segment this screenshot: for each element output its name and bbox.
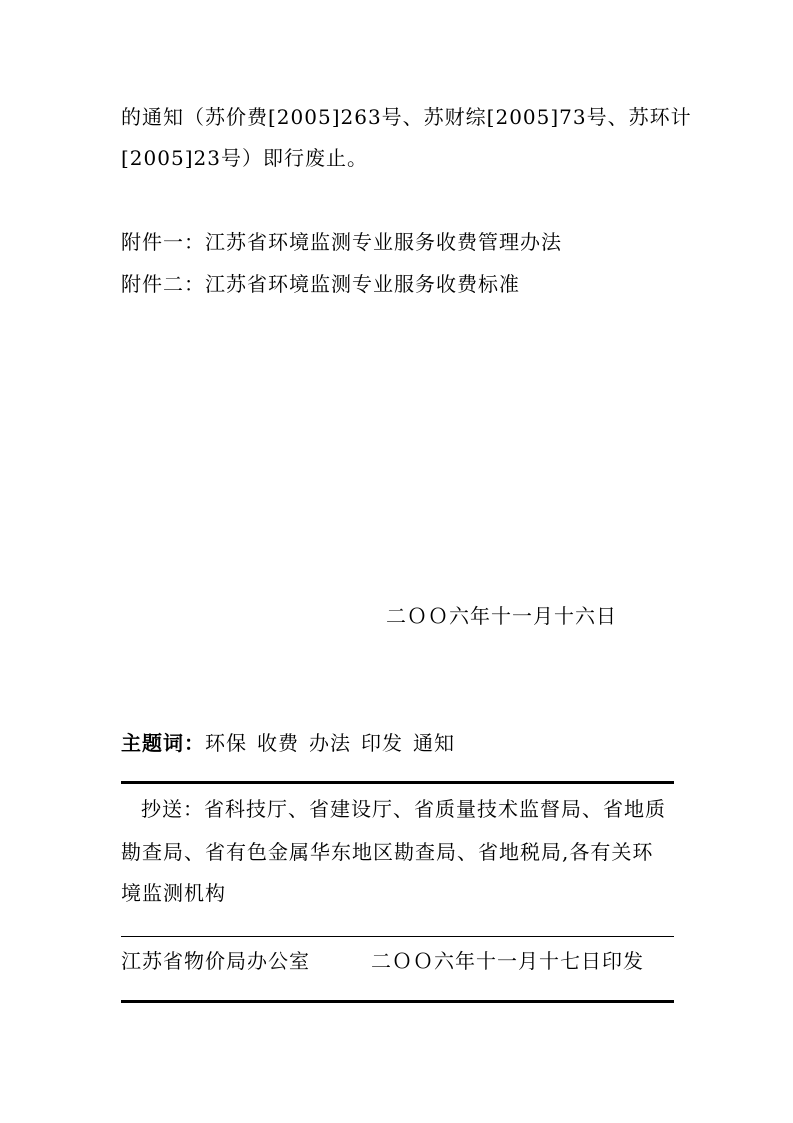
cc-line-1: 抄送：省科技厅、省建设厅、省质量技术监督局、省地质 bbox=[141, 797, 666, 821]
divider-thick-top bbox=[121, 781, 674, 784]
body-text-line-2: [2005]23号）即行废止。 bbox=[121, 146, 368, 170]
signing-date: 二ＯＯ六年十一月十六日 bbox=[386, 604, 617, 628]
cc-line-3: 境监测机构 bbox=[121, 881, 226, 905]
issuer: 江苏省物价局办公室 bbox=[121, 949, 310, 973]
keyword: 环保 bbox=[205, 731, 247, 755]
keyword: 收费 bbox=[257, 731, 299, 755]
cc-line-2: 勘查局、省有色金属华东地区勘查局、省地税局,各有关环 bbox=[121, 840, 654, 864]
divider-thick-bottom bbox=[121, 1000, 674, 1003]
divider-thin bbox=[121, 936, 674, 937]
issue-date: 二ＯＯ六年十一月十七日印发 bbox=[371, 949, 644, 973]
keywords-label: 主题词： bbox=[121, 731, 205, 755]
keyword: 通知 bbox=[413, 731, 455, 755]
keywords bbox=[121, 729, 455, 757]
attachment-2: 附件二：江苏省环境监测专业服务收费标准 bbox=[121, 272, 520, 296]
keyword: 办法 bbox=[309, 731, 351, 755]
attachment-1: 附件一：江苏省环境监测专业服务收费管理办法 bbox=[121, 230, 562, 254]
body-text-line-1: 的通知（苏价费[2005]263号、苏财综[2005]73号、苏环计 bbox=[121, 105, 692, 129]
keyword: 印发 bbox=[361, 731, 403, 755]
